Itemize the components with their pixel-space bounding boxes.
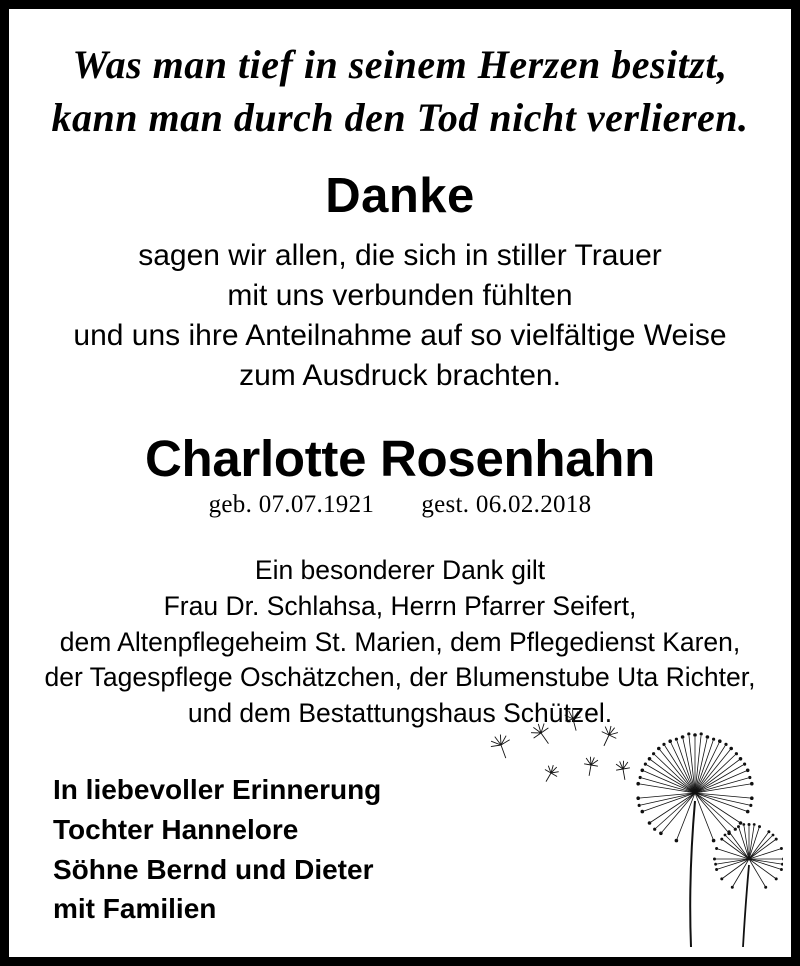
thanks-paragraph bbox=[27, 236, 773, 396]
thanks-heading: Danke bbox=[325, 168, 475, 223]
thanks-line-1: sagen wir allen, die sich in stiller Trauer bbox=[138, 239, 662, 273]
thanks-line-2: mit uns verbunden fühlten bbox=[227, 278, 573, 312]
special-thanks-line-4: der Tagespflege Oschätzchen, der Blumenstube Uta Richter, bbox=[44, 662, 756, 693]
family-signature bbox=[53, 770, 381, 929]
special-thanks-line-5: und dem Bestattungshaus Schützel. bbox=[187, 698, 613, 729]
birth-date: geb. 07.07.1921 bbox=[208, 491, 375, 519]
thanks-line-3: und uns ihre Anteilnahme auf so vielfältige Weise bbox=[73, 318, 727, 352]
deceased-name: Charlotte Rosenhahn bbox=[144, 429, 655, 487]
signature-line-4: mit Familien bbox=[53, 893, 217, 925]
life-dates bbox=[27, 491, 773, 519]
signature-line-2: Tochter Hannelore bbox=[53, 813, 299, 845]
signature-line-1: In liebevoller Erinnerung bbox=[53, 774, 382, 805]
epitaph-quote bbox=[27, 39, 773, 145]
dandelion-icon bbox=[423, 697, 783, 947]
special-thanks-line-2: Frau Dr. Schlahsa, Herrn Pfarrer Seifert, bbox=[163, 590, 637, 621]
death-date: gest. 06.02.2018 bbox=[421, 491, 592, 519]
epitaph-line-1: Was man tief in seinem Herzen besitzt, bbox=[72, 42, 728, 87]
special-thanks-line-3: dem Altenpflegeheim St. Marien, dem Pflegedienst Karen, bbox=[59, 626, 741, 657]
thanks-line-4: zum Ausdruck brachten. bbox=[239, 358, 561, 392]
signature-line-3: Söhne Bernd und Dieter bbox=[53, 853, 374, 885]
special-thanks-line-1: Ein besonderer Dank gilt bbox=[254, 555, 546, 586]
epitaph-line-2: kann man durch den Tod nicht verlieren. bbox=[51, 94, 749, 140]
special-thanks-paragraph bbox=[27, 553, 773, 732]
